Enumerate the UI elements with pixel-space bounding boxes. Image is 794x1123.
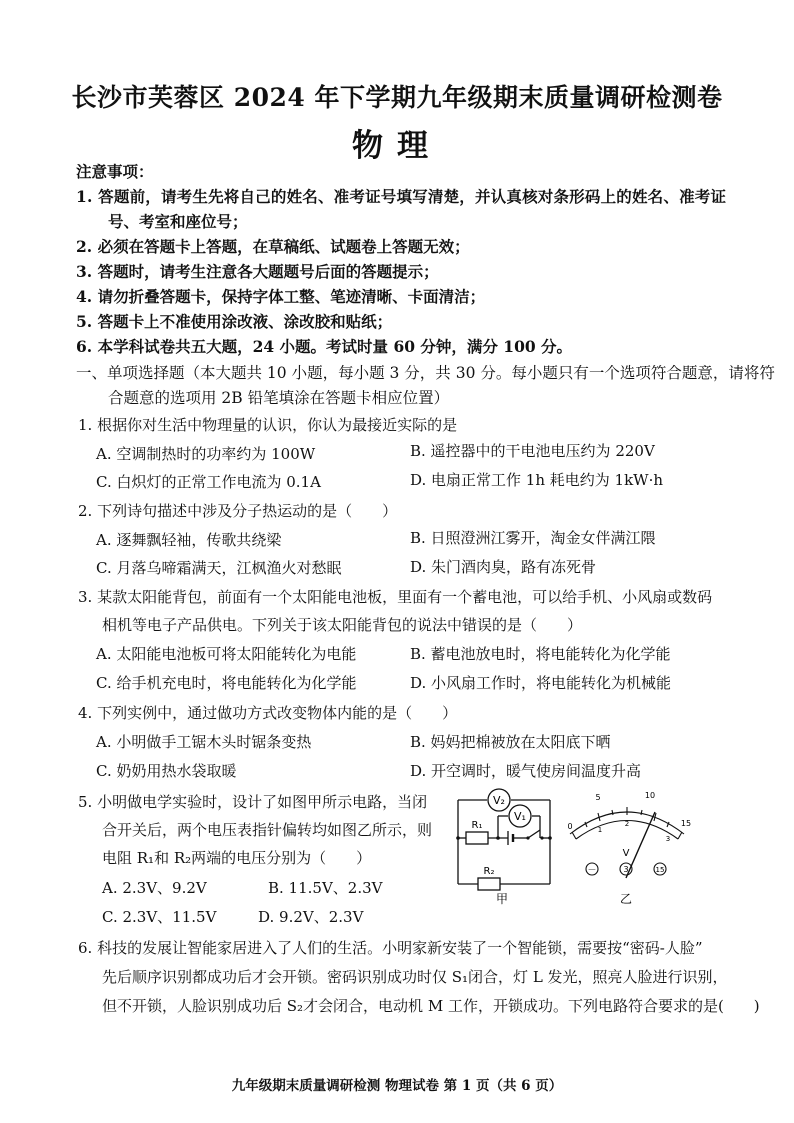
q1-option-a: A. 空调制热时的功率约为 100W [96, 445, 316, 463]
dial-tick-15: 15 [680, 819, 692, 828]
q6-stem-line2: 先后顺序识别都成功后才会开锁。密码识别成功时仅 S₁闭合，灯 L 发光，照亮人脸进行识别， [102, 968, 728, 986]
q2-option-b: B. 日照澄洲江雾开，淘金女伴满江隈 [410, 529, 656, 547]
r1-label: R₁ [471, 820, 483, 831]
q3-option-c: C. 给手机充电时，将电能转化为化学能 [96, 674, 357, 692]
q5-option-b: B. 11.5V、2.3V [268, 879, 383, 897]
notes-heading: 注意事项： [76, 162, 154, 181]
notes-item-4: 4. 请勿折叠答题卡，保持字体工整、笔迹清晰、卡面清洁； [76, 287, 486, 306]
q4-option-a: A. 小明做手工锯木头时锯条变热 [96, 733, 312, 751]
q6-stem-line1: 6. 科技的发展让智能家居进入了人们的生活。小明家新安装了一个智能锁，需要按“密码-人脸” [78, 939, 703, 957]
q1-option-d: D. 电扇正常工作 1h 耗电约为 1kW·h [410, 471, 664, 489]
dial-unit: V [622, 848, 630, 859]
section1-heading-cont: 合题意的选项用 2B 铅笔填涂在答题卡相应位置） [108, 389, 450, 407]
notes-item-3: 3. 答题时，请考生注意各大题题号后面的答题提示； [76, 262, 439, 281]
section1-heading: 一、单项选择题（本大题共 10 小题，每小题 3 分，共 30 分。每小题只有一个选项符合题意，请将符 [76, 364, 775, 382]
dial-caption: 乙 [619, 892, 633, 906]
q3-stem-line2: 相机等电子产品供电。下列关于该太阳能背包的说法中错误的是（ ） [102, 616, 583, 634]
notes-item-6: 6. 本学科试卷共五大题，24 小题。考试时量 60 分钟，满分 100 分。 [76, 337, 573, 356]
q1-stem: 1. 根据你对生活中物理量的认识，你认为最接近实际的是 [78, 416, 458, 434]
q1-option-c: C. 白炽灯的正常工作电流为 0.1A [96, 473, 321, 491]
page-footer: 九年级期末质量调研检测 物理试卷 第 1 页（共 6 页） [231, 1078, 563, 1094]
q5-option-d: D. 9.2V、2.3V [258, 908, 364, 926]
q4-option-d: D. 开空调时，暖气使房间温度升高 [410, 762, 642, 780]
dial-tick-0: 0 [567, 822, 573, 831]
q3-option-b: B. 蓄电池放电时，将电能转化为化学能 [410, 645, 671, 663]
circuit-diagram [450, 780, 573, 905]
terminal-negative: － [587, 866, 597, 876]
subject-title: 物理 [352, 128, 442, 164]
q2-option-c: C. 月落乌啼霜满天，江枫渔火对愁眠 [96, 559, 342, 577]
q4-stem: 4. 下列实例中，通过做功方式改变物体内能的是（ ） [78, 704, 458, 722]
terminal-15: 15 [655, 866, 665, 874]
v1-label: V₁ [514, 810, 526, 823]
notes-item-1: 1. 答题前，请考生先将自己的姓名、准考证号填写清楚，并认真核对条形码上的姓名、准考证 [76, 187, 727, 206]
notes-item-5: 5. 答题卡上不准使用涂改液、涂改胶和贴纸； [76, 312, 393, 331]
q1-option-b: B. 遥控器中的干电池电压约为 220V [410, 442, 655, 460]
dial-tick-2: 2 [624, 820, 630, 828]
v2-label: V₂ [493, 794, 505, 807]
q4-option-b: B. 妈妈把棉被放在太阳底下晒 [410, 733, 611, 751]
q3-option-d: D. 小风扇工作时，将电能转化为机械能 [410, 674, 672, 692]
dial-tick-5: 5 [595, 793, 601, 802]
q5-stem-line3: 电阻 R₁和 R₂两端的电压分别为（ ） [102, 849, 372, 867]
notes-item-2: 2. 必须在答题卡上答题，在草稿纸、试题卷上答题无效； [76, 237, 470, 256]
dial-tick-3: 3 [665, 835, 671, 843]
terminal-3: 3 [623, 865, 629, 874]
q2-option-a: A. 逐舞飘轻袖，传歌共绕梁 [96, 531, 282, 549]
page-title: 长沙市芙蓉区 2024 年下学期九年级期末质量调研检测卷 [71, 83, 723, 112]
q2-option-d: D. 朱门酒肉臭，路有冻死骨 [410, 558, 597, 576]
circuit-caption: 甲 [495, 892, 509, 905]
q6-stem-line3: 但不开锁，人脸识别成功后 S₂才会闭合，电动机 M 工作，开锁成功。下列电路符合要求的是( ) [102, 997, 760, 1015]
q5-stem-line2: 合开关后，两个电压表指针偏转均如图乙所示，则 [102, 821, 433, 839]
q5-option-c: C. 2.3V、11.5V [102, 908, 217, 926]
voltmeter-dial [560, 782, 695, 907]
r2-label: R₂ [483, 866, 495, 877]
notes-item-1-cont: 号、考室和座位号； [108, 212, 248, 231]
q4-option-c: C. 奶奶用热水袋取暖 [96, 762, 237, 780]
q5-option-a: A. 2.3V、9.2V [102, 879, 207, 897]
q3-option-a: A. 太阳能电池板可将太阳能转化为电能 [96, 645, 357, 663]
dial-tick-1: 1 [597, 826, 603, 834]
q3-stem-line1: 3. 某款太阳能背包，前面有一个太阳能电池板，里面有一个蓄电池，可以给手机、小风扇或数码 [78, 588, 713, 606]
q2-stem: 2. 下列诗句描述中涉及分子热运动的是（ ） [78, 502, 398, 520]
dial-tick-10: 10 [644, 791, 656, 800]
q5-stem-line1: 5. 小明做电学实验时，设计了如图甲所示电路，当闭 [78, 793, 428, 811]
